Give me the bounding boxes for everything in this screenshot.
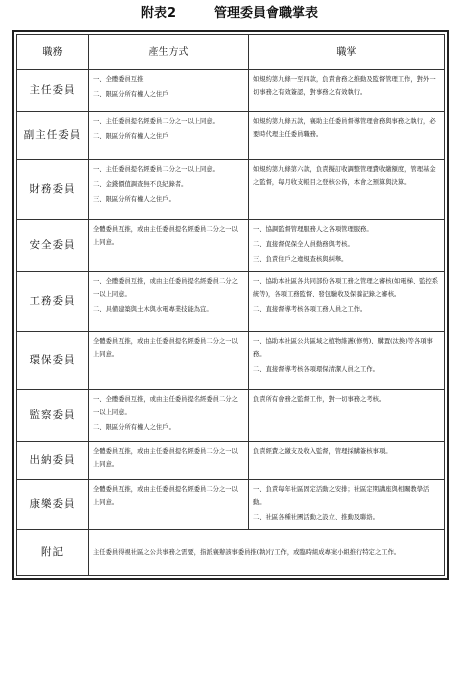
- duty-line: 如規約第九條五款，襄助主任委員督導管理會務與事務之執行，必要時代理主任委員職務。: [253, 118, 436, 138]
- method-line: 二、限區分所有權人之住戶。: [93, 424, 175, 431]
- method-cell: [89, 332, 249, 390]
- position-cell: 康樂委員: [17, 480, 89, 530]
- duty-line: 三、負責住戶之違規查核與糾舉。: [253, 256, 348, 263]
- method-line: 一、主任委員提名經委員二分之一以上同意。: [93, 166, 219, 173]
- duties-table: [16, 34, 445, 576]
- table-row: [17, 220, 445, 272]
- method-line: 全體委員互推，或由主任委員提名經委員二分之一以上同意。: [93, 448, 238, 468]
- table-row: [17, 390, 445, 442]
- table-row: [17, 442, 445, 480]
- duties-cell: [249, 332, 445, 390]
- method-cell: [89, 160, 249, 220]
- method-cell: [89, 390, 249, 442]
- position-cell: 財務委員: [17, 160, 89, 220]
- position-cell: 環保委員: [17, 332, 89, 390]
- table-title: 管理委員會職掌表: [214, 6, 319, 21]
- table-row: [17, 480, 445, 530]
- method-line: 二、具備建築與土木與水電專業技能為宜。: [93, 306, 213, 313]
- duty-line: 二、直接督促保全人員勤務與考核。: [253, 241, 354, 248]
- duty-line: 二、直接督導考核各項工務人員之工作。: [253, 306, 367, 313]
- method-line: 二、金錢價值調查無不良紀錄者。: [93, 181, 188, 188]
- duties-cell: [249, 220, 445, 272]
- duty-line: 一、負責每年社區固定活動之安排；社區定期講座與相關教學活動。: [253, 486, 430, 506]
- duties-cell: [249, 112, 445, 160]
- method-line: 一、主任委員提名經委員二分之一以上同意。: [93, 118, 219, 125]
- table-row: [17, 272, 445, 332]
- method-cell: [89, 480, 249, 530]
- remark-row: [17, 530, 445, 576]
- remark-label: 附記: [17, 530, 89, 576]
- duties-cell: [249, 272, 445, 332]
- duty-line: 一、協調監督管理服務人之各項管理服務。: [253, 226, 373, 233]
- duties-cell: [249, 480, 445, 530]
- table-row: [17, 112, 445, 160]
- duties-cell: [249, 70, 445, 112]
- method-cell: [89, 220, 249, 272]
- duty-line: 如規約第九條一至四款，負責會務之推動及監督管理工作，對外一切事務之有效簽認，對事務之有效執行。: [253, 76, 436, 96]
- method-line: 二、限區分所有權人之住戶: [93, 91, 169, 98]
- table-row: [17, 332, 445, 390]
- method-cell: [89, 112, 249, 160]
- duties-cell: [249, 390, 445, 442]
- duty-line: 負責所有會務之監督工作，對一切事務之考核。: [253, 396, 386, 403]
- method-line: 全體委員互推，或由主任委員提名經委員二分之一以上同意。: [93, 226, 238, 246]
- remark-text: 主任委員得視社區之公共事務之需要，指派襄辦該事委員推(執)行工作，或臨時組成專案小組推行特定之工作。: [89, 530, 445, 576]
- duty-line: 如規約第九條第六款，負責擬訂收調整管理費收繳額度，管理基金之監督，每月收支帳目之登核公佈，本會之預算與決算。: [253, 166, 436, 186]
- position-cell: 副主任委員: [17, 112, 89, 160]
- method-cell: [89, 70, 249, 112]
- duties-table-frame: [12, 30, 449, 580]
- method-line: 一、全體委員互推，或由主任委員提名經委員二分之一以上同意。: [93, 278, 238, 298]
- position-cell: 工務委員: [17, 272, 89, 332]
- column-header-position: 職務: [17, 35, 89, 70]
- method-line: 二、限區分所有權人之住戶: [93, 133, 169, 140]
- method-line: 全體委員互推，或由主任委員提名經委員二分之一以上同意。: [93, 486, 238, 506]
- table-row: [17, 70, 445, 112]
- duties-cell: [249, 442, 445, 480]
- duty-line: 一、協助本社區各共同部份各項工務之管理之審核(如電梯、監控系統等)，各項工務監督、發包驗收及保養記錄之審核。: [253, 278, 439, 298]
- method-cell: [89, 272, 249, 332]
- duty-line: 一、協助本社區公共區域之植物維護(修剪)、購置(汰換)等各項事務。: [253, 338, 433, 358]
- method-cell: [89, 442, 249, 480]
- method-line: 三、限區分所有權人之住戶。: [93, 196, 175, 203]
- header-row: [17, 35, 445, 70]
- position-cell: 監察委員: [17, 390, 89, 442]
- duty-line: 二、社區各種社團活動之設立、推動及聯絡。: [253, 514, 379, 521]
- position-cell: 安全委員: [17, 220, 89, 272]
- method-line: 一、全體委員互推: [93, 76, 144, 83]
- column-header-method: 產生方式: [89, 35, 249, 70]
- duties-cell: [249, 160, 445, 220]
- document-title: [0, 2, 459, 26]
- method-line: 全體委員互推，或由主任委員提名經委員二分之一以上同意。: [93, 338, 238, 358]
- duty-line: 二、直接督導考核各項環保清潔人員之工作。: [253, 366, 379, 373]
- table-row: [17, 160, 445, 220]
- appendix-label: 附表2: [140, 6, 177, 21]
- duty-line: 負責經費之繳支及收入監督，管理採購簽核事項。: [253, 448, 392, 455]
- position-cell: 主任委員: [17, 70, 89, 112]
- position-cell: 出納委員: [17, 442, 89, 480]
- method-line: 一、全體委員互推，或由主任委員提名經委員二分之一以上同意。: [93, 396, 238, 416]
- column-header-duties: 職掌: [249, 35, 445, 70]
